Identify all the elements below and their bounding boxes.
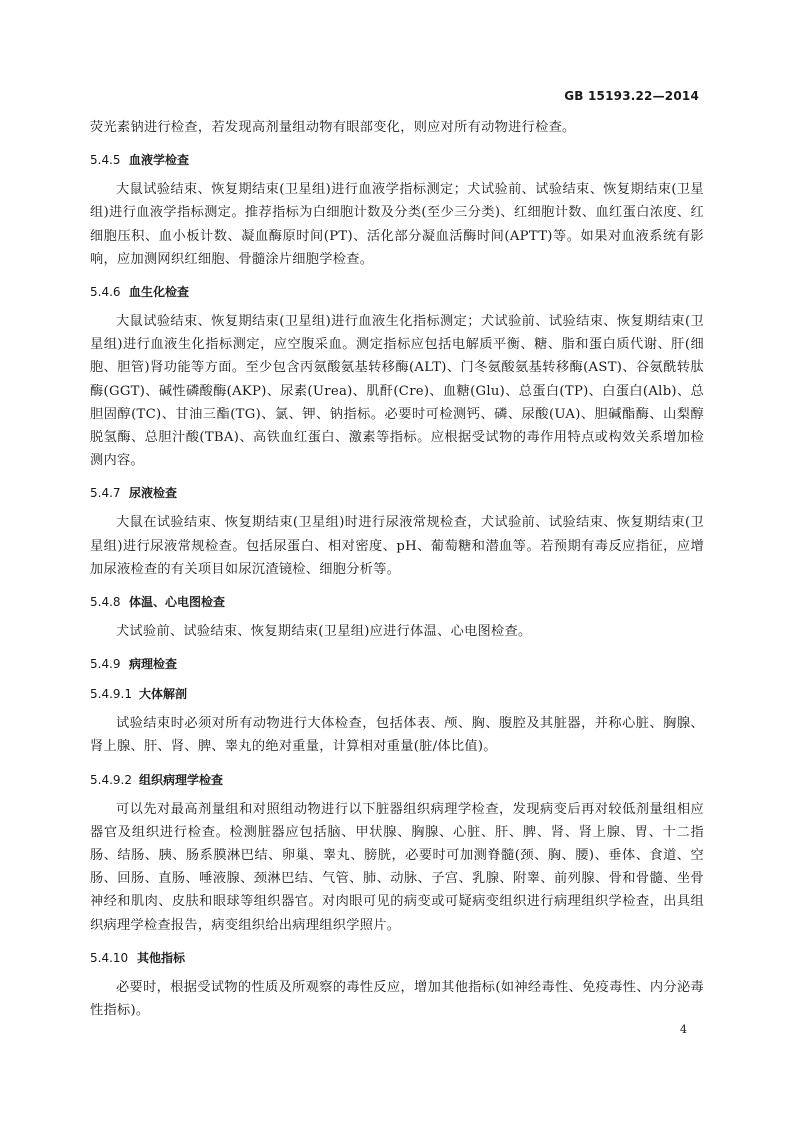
- section-title: 体温、心电图检查: [129, 595, 226, 610]
- standard-code: GB 15193.22—2014: [564, 89, 699, 103]
- section-paragraph: 可以先对最高剂量组和对照组动物进行以下脏器组织病理学检查，发现病变后再对较低剂量组相应器官及组织进行检查。检测脏器应包括脑、甲状腺、胸腺、心脏、肝、脾、肾、肾上腺、胃、十二指肠、结肠、胰、肠系膜淋巴结、卵巢、睾丸、膀胱，必要时可加测脊髓(颈、胸、腰)、垂体、食道、空肠、回肠、直肠、唾液腺、颈淋巴结、气管、肺、动脉、子宫、乳腺、附睾、前列腺、骨和骨髓、坐骨神经和肌肉、皮肤和眼球等组织器官。对肉眼可见的病变或可疑病变组织进行病理组织学检查，出具组织病理学检查报告，病变组织给出病理组织学照片。: [90, 801, 704, 933]
- section-heading: [90, 283, 704, 301]
- section-title: 其他指标: [137, 950, 186, 965]
- section-title: 组织病理学检查: [139, 772, 224, 787]
- section-number: 5.4.8: [90, 595, 121, 610]
- section-paragraph: 犬试验前、试验结束、恢复期结束(卫星组)应进行体温、心电图检查。: [116, 624, 532, 640]
- section-heading: [90, 484, 704, 502]
- section-title: 血生化检查: [129, 285, 190, 300]
- section-title: 病理检查: [129, 657, 178, 672]
- section-heading: [90, 151, 704, 169]
- section-title: 大体解剖: [139, 687, 188, 702]
- section-number: 5.4.10: [90, 950, 129, 965]
- section-number: 5.4.7: [90, 486, 121, 501]
- section-paragraph: 大鼠试验结束、恢复期结束(卫星组)进行血液生化指标测定；犬试验前、试验结束、恢复期结束(卫星组)进行血液生化指标测定，应空腹采血。测定指标应包括电解质平衡、糖、脂和蛋白质代谢、肝(细胞、胆管)肾功能等方面。至少包含丙氨酸氨基转移酶(ALT)、门冬氨酸氨基转移酶(AST)、谷氨酰转肽酶(GGT)、碱性磷酸酶(AKP)、尿素(Urea)、肌酐(Cre)、血糖(Glu)、总蛋白(TP)、白蛋白(Alb)、总胆固醇(TC)、甘油三酯(TG)、氯、钾、钠指标。必要时可检测钙、磷、尿酸(UA)、胆碱酯酶、山梨醇脱氢酶、总胆汁酸(TBA)、高铁血红蛋白、激素等指标。应根据受试物的毒作用特点或构效关系增加检测内容。: [90, 314, 704, 469]
- document-body: [90, 116, 704, 1022]
- section-heading: [90, 655, 704, 673]
- subsection-heading: [90, 685, 704, 703]
- section-heading: [90, 949, 704, 967]
- section-number: 5.4.9.2: [90, 772, 132, 787]
- section-number: 5.4.6: [90, 285, 121, 300]
- section-number: 5.4.9.1: [90, 687, 132, 702]
- section-number: 5.4.9: [90, 657, 121, 672]
- section-paragraph: 必要时，根据受试物的性质及所观察的毒性反应，增加其他指标(如神经毒性、免疫毒性、内分泌毒性指标)。: [90, 979, 704, 1019]
- section-title: 尿液检查: [129, 486, 178, 501]
- section-heading: [90, 593, 704, 611]
- section-paragraph: 大鼠试验结束、恢复期结束(卫星组)进行血液学指标测定；犬试验前、试验结束、恢复期结束(卫星组)进行血液学指标测定。推荐指标为白细胞计数及分类(至少三分类)、红细胞计数、血红蛋白浓度、红细胞压积、血小板计数、凝血酶原时间(PT)、活化部分凝血活酶时间(APTT)等。如果对血液系统有影响，应加测网织红细胞、骨髓涂片细胞学检查。: [90, 182, 704, 267]
- section-paragraph: 大鼠在试验结束、恢复期结束(卫星组)时进行尿液常规检查，犬试验前、试验结束、恢复期结束(卫星组)进行尿液常规检查。包括尿蛋白、相对密度、pH、葡萄糖和潜血等。若预期有毒反应指征，应增加尿液检查的有关项目如尿沉渣镜检、细胞分析等。: [90, 515, 704, 577]
- intro-paragraph: 荧光素钠进行检查，若发现高剂量组动物有眼部变化，则应对所有动物进行检查。: [90, 120, 576, 135]
- subsection-heading: [90, 771, 704, 789]
- section-number: 5.4.5: [90, 153, 121, 168]
- section-title: 血液学检查: [129, 153, 190, 168]
- page-number: 4: [680, 1023, 687, 1036]
- section-paragraph: 试验结束时必须对所有动物进行大体检查，包括体表、颅、胸、腹腔及其脏器，并称心脏、胸腺、肾上腺、肝、肾、脾、睾丸的绝对重量，计算相对重量(脏/体比值)。: [90, 716, 704, 755]
